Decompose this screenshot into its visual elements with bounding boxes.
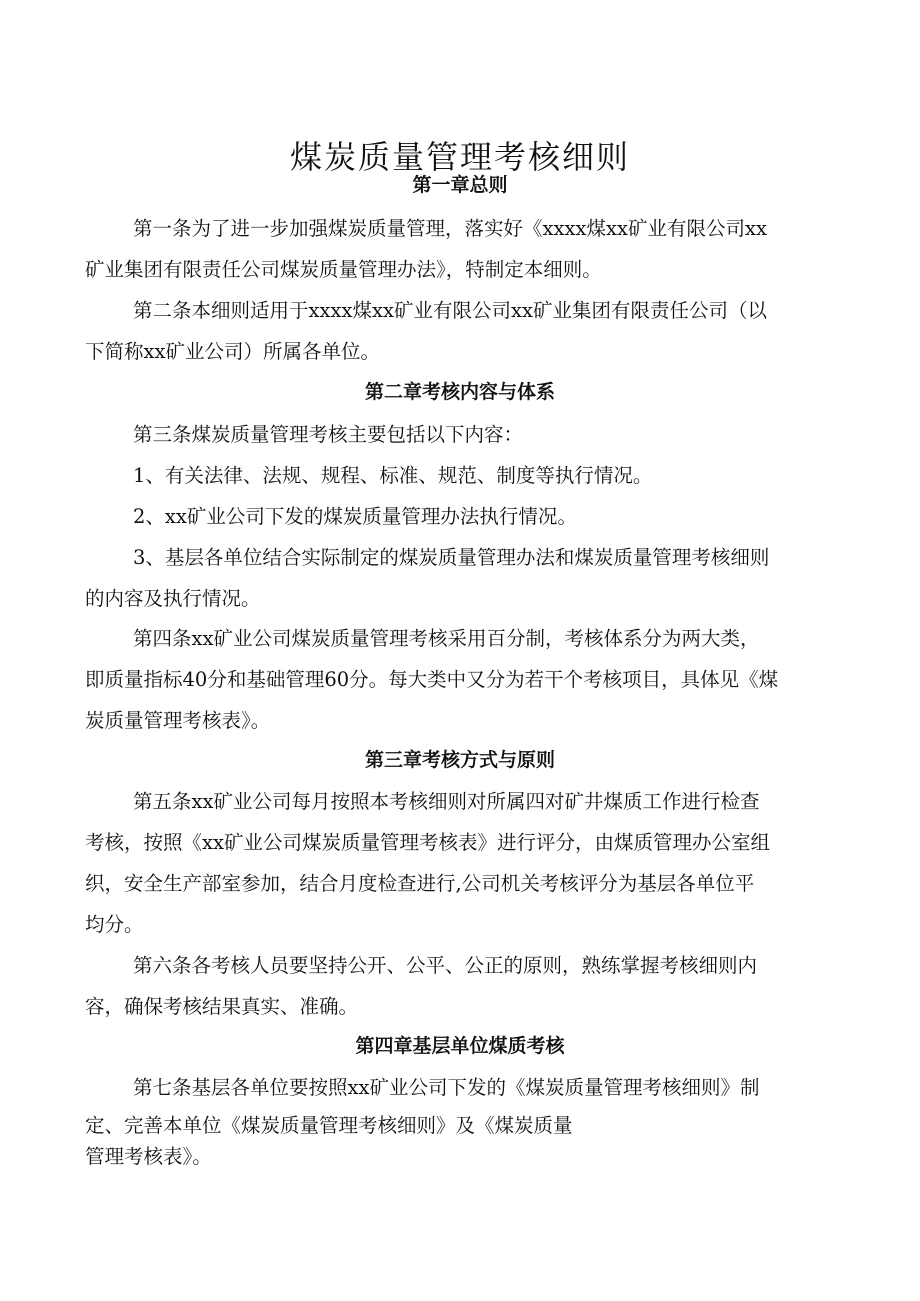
paragraph-line: 下简称xx矿业公司）所属各单位。 [85, 340, 380, 363]
paragraph-line: 考核，按照《xx矿业公司煤炭质量管理考核表》进行评分，由煤质管理办公室组 [85, 831, 770, 854]
paragraph-line: 第三条煤炭质量管理考核主要包括以下内容： [133, 423, 524, 446]
article-paragraph [85, 290, 835, 372]
article-paragraph [85, 781, 835, 945]
paragraph-line: 均分。 [85, 913, 144, 936]
paragraph-line: 第六条各考核人员要坚持公开、公平、公正的原则，熟练掌握考核细则内 [133, 954, 758, 977]
paragraph-line: 第四条xx矿业公司煤炭质量管理考核采用百分制，考核体系分为两大类， [133, 627, 760, 650]
article-paragraph [85, 945, 835, 1027]
paragraph-line: 定、完善本单位《煤炭质量管理考核细则》及《煤炭质量 [85, 1114, 573, 1137]
document-title: 煤炭质量管理考核细则 [289, 138, 630, 177]
chapter-heading: 第一章总则 [412, 174, 508, 196]
article-paragraph [85, 455, 835, 496]
article-paragraph [85, 496, 835, 537]
paragraph-line: 管理考核表》。 [85, 1145, 212, 1168]
paragraph-line: 矿业集团有限责任公司煤炭质量管理办法》，特制定本细则。 [85, 258, 602, 281]
paragraph-line: 第一条为了进一步加强煤炭质量管理，落实好《xxxx煤xx矿业有限公司xx [133, 217, 767, 240]
paragraph-line: 第五条xx矿业公司每月按照本考核细则对所属四对矿井煤质工作进行检查 [133, 790, 760, 813]
paragraph-line: 1、有关法律、法规、规程、标准、规范、制度等执行情况。 [133, 464, 653, 487]
article-paragraph [85, 1067, 835, 1170]
paragraph-line: 织，安全生产部室参加，结合月度检查进行,公司机关考核评分为基层各单位平 [85, 872, 755, 895]
paragraph-line: 第二条本细则适用于xxxx煤xx矿业有限公司xx矿业集团有限责任公司（以 [133, 299, 767, 322]
chapter-heading: 第四章基层单位煤质考核 [355, 1035, 565, 1057]
paragraph-line: 即质量指标40分和基础管理60分。每大类中又分为若干个考核项目，具体见《煤 [85, 668, 779, 691]
paragraph-line: 容，确保考核结果真实、准确。 [85, 995, 359, 1018]
article-paragraph [85, 537, 835, 619]
paragraph-line: 2、xx矿业公司下发的煤炭质量管理办法执行情况。 [133, 505, 577, 528]
paragraph-line: 炭质量管理考核表》。 [85, 709, 271, 732]
paragraph-line: 3、基层各单位结合实际制定的煤炭质量管理办法和煤炭质量管理考核细则 [133, 546, 770, 569]
article-paragraph [85, 208, 835, 290]
article-paragraph [85, 618, 835, 741]
article-paragraph [85, 414, 835, 455]
chapter-heading: 第三章考核方式与原则 [364, 749, 555, 771]
paragraph-line: 的内容及执行情况。 [85, 587, 261, 610]
paragraph-line: 第七条基层各单位要按照xx矿业公司下发的《煤炭质量管理考核细则》制 [133, 1076, 760, 1099]
chapter-heading: 第二章考核内容与体系 [364, 381, 555, 403]
